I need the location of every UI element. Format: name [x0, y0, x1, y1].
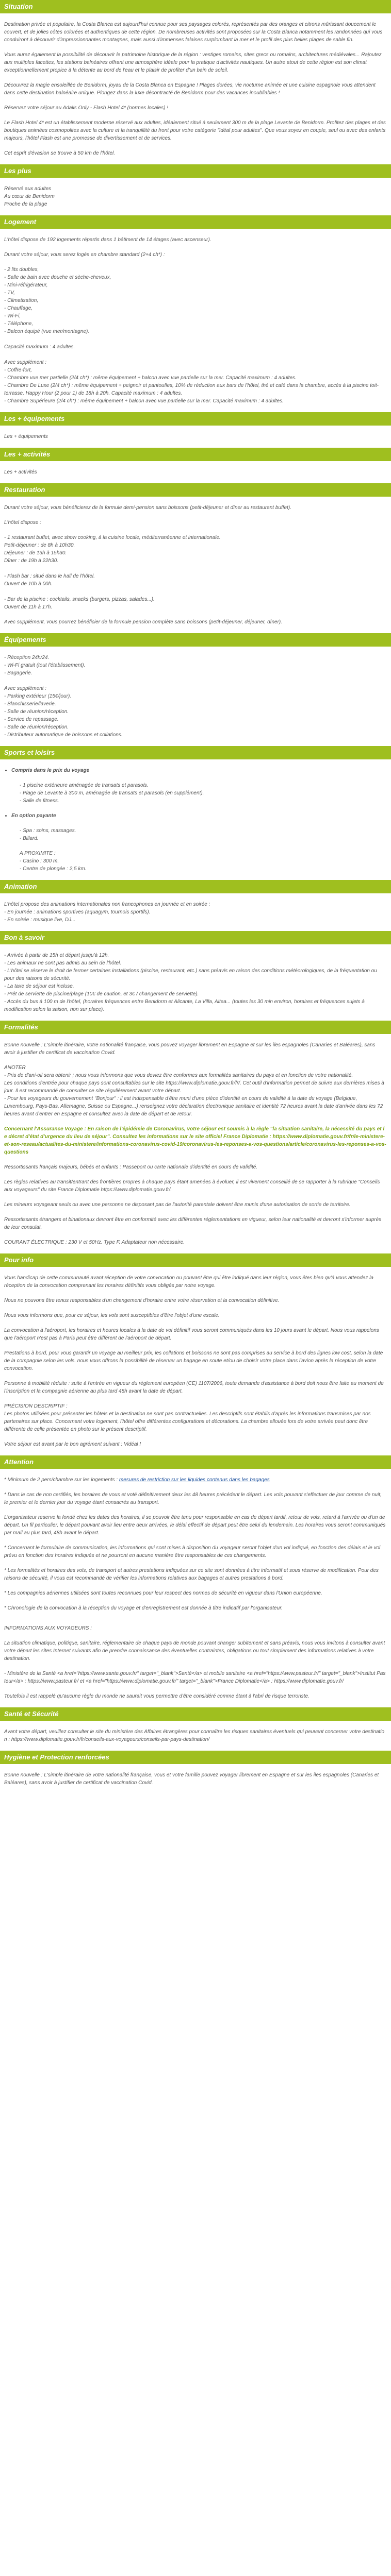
attention-paragraph: * Les formalités et horaires des vols, de transport et autres prestations indiquées sur ce site sont données à titre informatif et sous réserve de modification. Pour des raisons de sécurité, il vous est recommandé de vérifier les informations relatives aux bagages et autres prestations à bord.: [4, 1568, 379, 1581]
equipements-section: [0, 654, 391, 739]
restauration-list-item: - 1 restaurant buffet, avec show cooking, à la cuisine locale, méditerranéenne et internationale.: [4, 535, 221, 540]
section-title-logement: Logement: [0, 215, 391, 229]
logement-list-item: - Wi-Fi,: [4, 313, 21, 319]
hygiene-section: [0, 1771, 391, 1787]
logement-paragraph: L'hôtel dispose de 192 logements répartis dans 1 bâtiment de 14 étages (avec ascenseur).: [4, 237, 211, 243]
logement-list-item: [4, 351, 387, 359]
pour-info-precision-head: PRÉCISION DESCRIPTIF :: [4, 1403, 68, 1409]
logement-list-item: - Climatisation,: [4, 298, 39, 303]
formalites-paragraph: Ressortissants français majeurs, bébés et enfants : Passeport ou carte nationale d'identité en cours de validité.: [4, 1164, 258, 1170]
section-title-sports: Sports et loisirs: [0, 746, 391, 759]
pour-info-section: [0, 1274, 391, 1448]
logement-list-item: - TV,: [4, 290, 15, 296]
logement-list-item: Avec supplément :: [4, 360, 47, 365]
restauration-list-item: [4, 565, 387, 572]
sante-paragraph: Avant votre départ, veuillez consulter le site du ministère des Affaires étrangères pour connaître les risques sanitaires éventuels qui peuvent concerner votre destination : https://www.diplomatie.gouv.fr/fr/conseils-aux-voyageurs/conseils-par-pays-destination/: [4, 1729, 385, 1742]
equipements-list-item: - Distributeur automatique de boissons et collations.: [4, 732, 123, 738]
attention-paragraph: Toutefois il est rappelé qu'aucune règle du monde ne saurait vous permettre d'être considéré comme étant à l'abri de risque terroriste.: [4, 1693, 309, 1699]
situation-paragraph: Destination privée et populaire, la Costa Blanca est aujourd'hui connue pour ses paysages colorés, représentés par des oranges et citrons mûrissant doucement le couvert, et de jolies côtes colorées et authentiques de cette région. De nombreuses activités sont proposées sur la Costa Blanca notamment les randonnées qui vous conduiront à découvrir d'impressionnantes montagnes, mais aussi d'immenses falaises surplombant la mer et le profil des plus belles plages de sable fin.: [4, 22, 383, 43]
equipements-list-item: - Salle de réunion/réception.: [4, 724, 69, 730]
sports-compris-list: [4, 782, 387, 805]
logement-list-item: - Balcon équipé (vue mer/montagne).: [4, 329, 90, 334]
animation-section: [0, 901, 391, 924]
sports-option-list: [4, 827, 387, 842]
situation-section: [0, 21, 391, 157]
pour-info-paragraph: La convocation à l'aéroport, les horaires et heures locales à la date de vol définitif vous seront communiqués dans les 10 jours avant le départ. Nous vous rappelons que l'aéroport n'est pas à Paris peut être différent de l'aéroport de départ.: [4, 1328, 379, 1341]
bon-a-savoir-item: - La taxe de séjour est incluse.: [4, 984, 74, 989]
logement-paragraph: Durant votre séjour, vous serez logés en chambre standard (2+4 ch*) :: [4, 252, 165, 258]
plus-equipements-section: [0, 433, 391, 440]
bon-a-savoir-section: [0, 952, 391, 1013]
pour-info-paragraph: Vous handicap de cette communauté avant réception de votre convocation ou pouvant être qui être indiqué dans leur région, vous êtes bien qu'à vous attendez la réception de la convocation comprenant les horaires définitifs vous obligés par notre voyage.: [4, 1275, 373, 1289]
logement-list-item: - Chambre Supérieure (2/4 ch*) : même équipement + balcon avec vue partielle sur la mer. Capacité maximum : 4 adultes.: [4, 398, 284, 404]
plus-activites-section: [0, 468, 391, 476]
section-title-pour-info: Pour info: [0, 1253, 391, 1267]
bon-a-savoir-item: - Les animaux ne sont pas admis au sein de l'hôtel.: [4, 960, 122, 966]
situation-paragraph: Le Flash Hotel 4* est un établissement moderne réservé aux adultes, idéalement situé à seulement 300 m de la plage Levante de Benidorm. Profitez des plages et des boutiques animées cosmopolites avec la culture et la tranquillité du front pour votre catégorie "idéal pour adultes". Que vous soyez en couple, seul ou avec des enfants majeurs, l'hôtel Flash est une promesse de divertissement et de services.: [4, 120, 386, 141]
plus-activites-text: Les + activités: [4, 469, 37, 475]
liquid-restrictions-link[interactable]: mesures de restriction sur les liquides contenus dans les bagages: [119, 1477, 270, 1483]
section-title-plus-equipements: Les + équipements: [0, 412, 391, 426]
sports-section: [0, 767, 391, 873]
equipements-list-item: - Parking extérieur (15€/jour).: [4, 693, 72, 699]
restauration-list-item: Petit-déjeuner : de 8h à 10h30.: [4, 543, 75, 548]
sports-option-item: - Spa : soins, massages.: [20, 828, 76, 834]
pour-info-paragraph: Nous vous informons que, pour ce séjour, les vols sont susceptibles d'être l'objet d'une escale.: [4, 1313, 220, 1318]
logement-section: [0, 236, 391, 405]
equipements-list-item: [4, 677, 387, 685]
equipements-list-item: - Salle de réunion/réception.: [4, 709, 69, 715]
pour-info-paragraph: Prestations à bord, pour vous garantir un voyage au meilleur prix, les collations et boissons ne sont pas comprises au service à bord des lignes low cost, selon la date de la compagnie selon les vols. nous vous offrons la possibilité de réserver un bagage en soute et/ou de choisir votre place dans l'avion après la réception de votre convocation.: [4, 1350, 383, 1371]
section-title-attention: Attention: [0, 1455, 391, 1469]
formalites-note-list: [4, 1072, 387, 1118]
sports-compris-item: - Salle de fitness.: [20, 798, 59, 804]
plus-equipements-text: Les + équipements: [4, 434, 48, 439]
animation-list-item: - En journée : animations sportives (aquagym, tournois sportifs).: [4, 909, 151, 915]
hygiene-paragraph: Bonne nouvelle : L'simple itinéraire de votre nationalité française, vous et votre famille pouvez voyager librement en Espagne et sur les îles espagnoles (Canaries et Baléares), sans avoir à justifier de certificat de vaccination Covid.: [4, 1772, 379, 1786]
sports-compris-item: - Plage de Levante à 300 m, aménagée de transats et parasols (en supplément).: [20, 790, 204, 796]
pour-info-paragraph: Votre séjour est avant par le bon agrément suivant : Vidéal !: [4, 1442, 141, 1447]
logement-list-item: - Mini-réfrigérateur,: [4, 282, 48, 288]
attention-section: [0, 1476, 391, 1700]
attention-info-head: INFORMATIONS AUX VOYAGEURS :: [4, 1625, 92, 1631]
section-title-plus: Les plus: [0, 164, 391, 178]
formalites-electric: COURANT ÉLECTRIQUE : 230 V et 50Hz. Type F. Adaptateur non nécessaire.: [4, 1240, 185, 1245]
bon-a-savoir-item: - Prêt de serviette de piscine/plage (10€ de caution, et 3€ / changement de serviette).: [4, 991, 199, 997]
section-title-formalites: Formalités: [0, 1021, 391, 1034]
equipements-list-item: - Réception 24h/24.: [4, 655, 50, 660]
pour-info-paragraph: Nous ne pouvons être tenus responsables d'un changement d'horaire entre votre réservation et la convocation définitive.: [4, 1298, 280, 1303]
sports-option-block: [4, 812, 387, 820]
attention-paragraph: * Concernant le formulaire de communication, les informations qui sont mises à disposition du voyageur seront l'objet d'un vol indiqué, en fonction des délais et le vol prévu en fonction des horaires indiqués et ne pourront en aucune manière être responsables de ces changements.: [4, 1545, 381, 1558]
sante-section: [0, 1728, 391, 1743]
situation-paragraph: Réservez votre séjour au Adalis Only - Flash Hotel 4* (normes locales) !: [4, 105, 169, 111]
pour-info-paragraph: Les photos utilisées pour présenter les hôtels et la destination ne sont pas contractuelles. Les descriptifs sont établis d'après les informations transmises par nos partenaires sur place. Concernant votre logement, l'hôtel offre différentes configurations et décorations. La chambre allouée lors de votre arrivée peut donc être différente de celle présentée en photo sur le présent descriptif.: [4, 1411, 371, 1432]
section-title-situation: Situation: [0, 0, 391, 13]
sports-compris-item: - 1 piscine extérieure aménagée de transats et parasols.: [20, 783, 149, 788]
animation-list-item: - En soirée : musique live, DJ...: [4, 917, 76, 923]
restauration-section: [0, 504, 391, 626]
formalites-note-item: Les conditions d'entrée pour chaque pays sont consultables sur le site https://www.diplomatie.gouv.fr/fr/. Cet outil d'information permet de suivre aux dernières mises à jour. Il est recommandé de consulter ce site régulièrement avant votre départ.: [4, 1080, 384, 1094]
pour-info-paragraph: Personne à mobilité réduite : suite à l'entrée en vigueur du règlement européen (CE) 1107/2006, toute demande d'assistance à bord doit nous être faite au moment de l'inscription et la compagnie aérienne au plus tard 48h avant la date de départ.: [4, 1381, 384, 1394]
restauration-list-item: - Flash bar : situé dans le hall de l'hôtel.: [4, 573, 95, 579]
sports-option-item: - Billard.: [20, 836, 39, 841]
restauration-list-item: Ouvert de 11h à 17h.: [4, 604, 53, 610]
attention-paragraph: * Chronologie de la convocation à la réception du voyage et d'enregistrement est donnée à titre indicatif par l'organisateur.: [4, 1605, 283, 1611]
logement-list-item: - Coffre-fort,: [4, 367, 32, 373]
situation-paragraph: Vous aurez également la possibilité de découvrir le patrimoine historique de la région : vestiges romains, sites grecs ou romains, architectures médiévales... Rajoutez aux multiples facettes, les stations balnéaires offrant une atmosphère idéale pour la pratique d'activités nautiques. Un autre atout de cette région est son climat exceptionnellement propice à la détente au bord de l'eau et le plaisir de profiter d'un bain de soleil.: [4, 52, 382, 73]
attention-minimum-text: * Minimum de 2 pers/chambre sur les logements :: [4, 1477, 119, 1483]
restauration-list-item: - Bar de la piscine : cocktails, snacks (burgers, pizzas, salades...).: [4, 597, 155, 602]
formalites-section: [0, 1041, 391, 1246]
formalites-note-item: - Pris de d'ani-oil sera obtenir ; nous vous informons que vous deviez être conformes aux formalités sanitaires du pays et en fonction de votre nationalité.: [4, 1073, 353, 1078]
attention-paragraph: L'organisateur reserve la fondé chez les dates des horaires, il se pouvoir être tenu pour responsable en cas de départ tardif, retour de vols, retard à l'arrivée ou d'un de départ. Un fil particulier, le départ pouvant avoir lieu entre deux arrivées, le délai effectif de départ peut être celui du lendemain. Les horaires vous seront communiqués par mail au plus tard, 48h avant le départ.: [4, 1515, 386, 1536]
section-title-hygiene: Hygiène et Protection renforcées: [0, 1751, 391, 1764]
animation-paragraph: L'hôtel propose des animations internationales non francophones en journée et en soirée :: [4, 902, 210, 907]
formalites-note-head: ANOTER: [4, 1065, 26, 1071]
logement-list: [4, 266, 387, 405]
restauration-paragraph: L'hôtel dispose :: [4, 520, 41, 526]
logement-list-item: - Salle de bain avec douche et sèche-cheveux,: [4, 275, 111, 280]
equipements-list-item: Avec supplément :: [4, 686, 47, 691]
restauration-list: [4, 534, 387, 611]
restauration-list-item: [4, 588, 387, 596]
section-title-bon-a-savoir: Bon à savoir: [0, 931, 391, 944]
plus-item: Réservé aux adultes: [4, 186, 52, 192]
bon-a-savoir-list: [4, 952, 387, 1013]
sports-compris-block: [4, 767, 387, 774]
bon-a-savoir-item: - Accès du bus à 100 m de l'hôtel, (horaires fréquences entre Benidorm et Alicante, La Villa, Altea... (toutes les 30 min environ, horaires et fréquences sujets à modification selon la saison, non sur place).: [4, 999, 365, 1012]
formalites-insurance: Concernant l'Assurance Voyage : En raison de l'épidémie de Coronavirus, votre séjour est soumis à la règle "la situation sanitaire, la nécessité du pays et le décret d'état d'urgence du lieu de séjour". Consultez les informations sur le site officiel France Diplomatie : https://www.diplomatie.gouv.fr/fr/le-ministere-et-son-reseau/actualites-du-ministere/informations-coronavirus-covid-19/coronavirus-les-reponses-a-vos-questions/article/coronavirus-les-reponses-a-vos-questions: [4, 1126, 386, 1155]
formalites-paragraph: Les règles relatives au transit/entrant des frontières propres à chaque pays étant amenées à évoluer, il est vivement conseillé de se rapporter à la rubrique "Conseils aux voyageurs" du site France Diplomatie https://www.diplomatie.gouv.fr/.: [4, 1179, 380, 1193]
section-title-restauration: Restauration: [0, 483, 391, 497]
formalites-paragraph: Ressortissants étrangers et binationaux devront être en conformité avec les différentes réglementations en vigueur, selon leur nationalité et devront s'informer auprès de leur consulat.: [4, 1217, 382, 1230]
logement-list-item: [4, 335, 387, 343]
restauration-paragraph: Durant votre séjour, vous bénéficierez de la formule demi-pension sans boissons (petit-déjeuner et dîner au restaurant buffet).: [4, 505, 291, 511]
animation-list: [4, 908, 387, 924]
equipements-list-item: - Service de repassage.: [4, 717, 59, 722]
equipements-list-item: - Wi-Fi gratuit (tout l'établissement).: [4, 663, 86, 668]
restauration-list-item: Déjeuner : de 13h à 15h30.: [4, 550, 67, 556]
sports-proximite-title: A PROXIMITE :: [20, 851, 56, 856]
plus-section: [0, 185, 391, 208]
section-title-plus-activites: Les + activités: [0, 448, 391, 461]
section-title-sante: Santé et Sécurité: [0, 1707, 391, 1721]
attention-paragraph: * Les compagnies aériennes utilisées sont toutes reconnues pour leur respect des normes de sécurité en vigueur dans l'Union européenne.: [4, 1590, 322, 1596]
plus-item: Proche de la plage: [4, 201, 47, 207]
sports-proximite-item: - Centre de plongée : 2,5 km.: [20, 866, 87, 872]
attention-paragraph: * Dans le cas de non certifiés, les horaires de vous et voté définitivement deux les 48 heures précédent le départ. Les vols pouvant s'effectuer de jour comme de nuit, le premier et le dernier jour du voyage étant consacrés au transport.: [4, 1492, 382, 1505]
restauration-list-item: Dîner : de 19h à 22h30.: [4, 558, 59, 564]
equipements-list-item: - Bagagerie.: [4, 670, 32, 676]
formalites-paragraph: Les mineurs voyageant seuls ou avec une personne ne disposant pas de l'autorité parentale doivent être munis d'une autorisation de sortie de territoire.: [4, 1202, 351, 1208]
attention-paragraph: [4, 1476, 387, 1484]
bon-a-savoir-item: - L'hôtel se réserve le droit de fermer certaines installations (piscine, restaurant, etc.) sans préavis en raison des conditions météorologiques, de la fréquentation ou pour des raisons de sécurité.: [4, 968, 377, 981]
situation-paragraph: Cet esprit d'évasion se trouve à 50 km de l'hôtel.: [4, 150, 116, 156]
plus-item: Au cœur de Benidorm: [4, 194, 55, 199]
logement-list-item: - Chambre De Luxe (2/4 ch*) : même équipement + peignoir et pantoufles, 10% de réduction aux bars de l'hôtel, thé et café dans la chambre, accès à la piscine toit-terrasse, Happy Hour (2 pour 1) de 18h à 20h. Capacité maximum : 4 adultes.: [4, 383, 379, 396]
sports-proximite-item: - Casino : 300 m.: [20, 858, 59, 864]
attention-paragraph: La situation climatique, politique, sanitaire, réglementaire de chaque pays de monde pouvant changer subitement et sans préavis, nous vous invitons à consulter avant votre départ les sites Internet suivants afin de prendre connaissance des éventuelles contraintes, obligations ou tout simplement des informations relatives à votre destination.: [4, 1640, 385, 1662]
formalites-note-item: - Pour les voyageurs du gouvernement "Bonjour" : il est indispensable d'être muni d'une pièce d'identité en cours de validité à la date du voyage (Belgique, Luxembourg, Pays-Bas, Allemagne, Suisse ou Espagne...) renseignez votre déclaration électronique sanitaire et identité 72 heures avant la date d'arrivée dans les 72 heures avant d'entrer en Espagne et consultez avec la date de départ et de retour.: [4, 1096, 383, 1117]
restauration-paragraph: Avec supplément, vous pourrez bénéficier de la formule pension complète sans boissons (petit-déjeuner, déjeuner, dîner).: [4, 619, 283, 625]
section-title-equipements: Équipements: [0, 633, 391, 647]
sports-option-title: • En option payante: [11, 812, 387, 820]
logement-list-item: - Chauffage,: [4, 306, 33, 311]
logement-list-item: - 2 lits doubles,: [4, 267, 39, 273]
attention-links-paragraph: - Ministère de la Santé <a href="https://www.sante.gouv.fr/" target="_blank">Santé</a> et mobile sanitaire <a href="https://www.pasteur.fr/" target="_blank">Institut Pasteur</a> : https://www.pasteur.fr/ et <a href="https://www.diplomatie.gouv.fr/" target="_blank">France Diplomatie</a> : https://www.diplomatie.gouv.fr/: [4, 1671, 386, 1684]
equipements-list: [4, 654, 387, 739]
restauration-list-item: Ouvert de 10h à 00h.: [4, 581, 53, 587]
logement-list-item: - Téléphone,: [4, 321, 34, 327]
logement-list-item: Capacité maximum : 4 adultes.: [4, 344, 75, 350]
sports-compris-title: • Compris dans le prix du voyage: [11, 767, 387, 774]
sports-proximite-list: [4, 857, 387, 873]
formalites-paragraph: Bonne nouvelle : L'simple itinéraire, votre nationalité française, vous pouvez voyager librement en Espagne et sur les îles espagnoles (Canaries et Baléares), sans avoir à justifier de certificat de vaccination Covid.: [4, 1042, 376, 1056]
logement-list-item: - Chambre vue mer partielle (2/4 ch*) : même équipement + balcon avec vue partielle sur la mer. Capacité maximum : 4 adultes.: [4, 375, 297, 381]
bon-a-savoir-item: - Arrivée à partir de 15h et départ jusqu'à 12h.: [4, 953, 109, 958]
section-title-animation: Animation: [0, 880, 391, 893]
equipements-list-item: - Blanchisserie/laverie.: [4, 701, 56, 707]
situation-paragraph: Découvrez la magie ensoleillée de Benidorm, joyau de la Costa Blanca en Espagne ! Plages dorées, vie nocturne animée et une cuisine espagnole vous attendent dans cette destination balnéaire unique. Plongez dans la luxe décontracté de Benidorm pour des vacances inoubliables !: [4, 82, 376, 96]
